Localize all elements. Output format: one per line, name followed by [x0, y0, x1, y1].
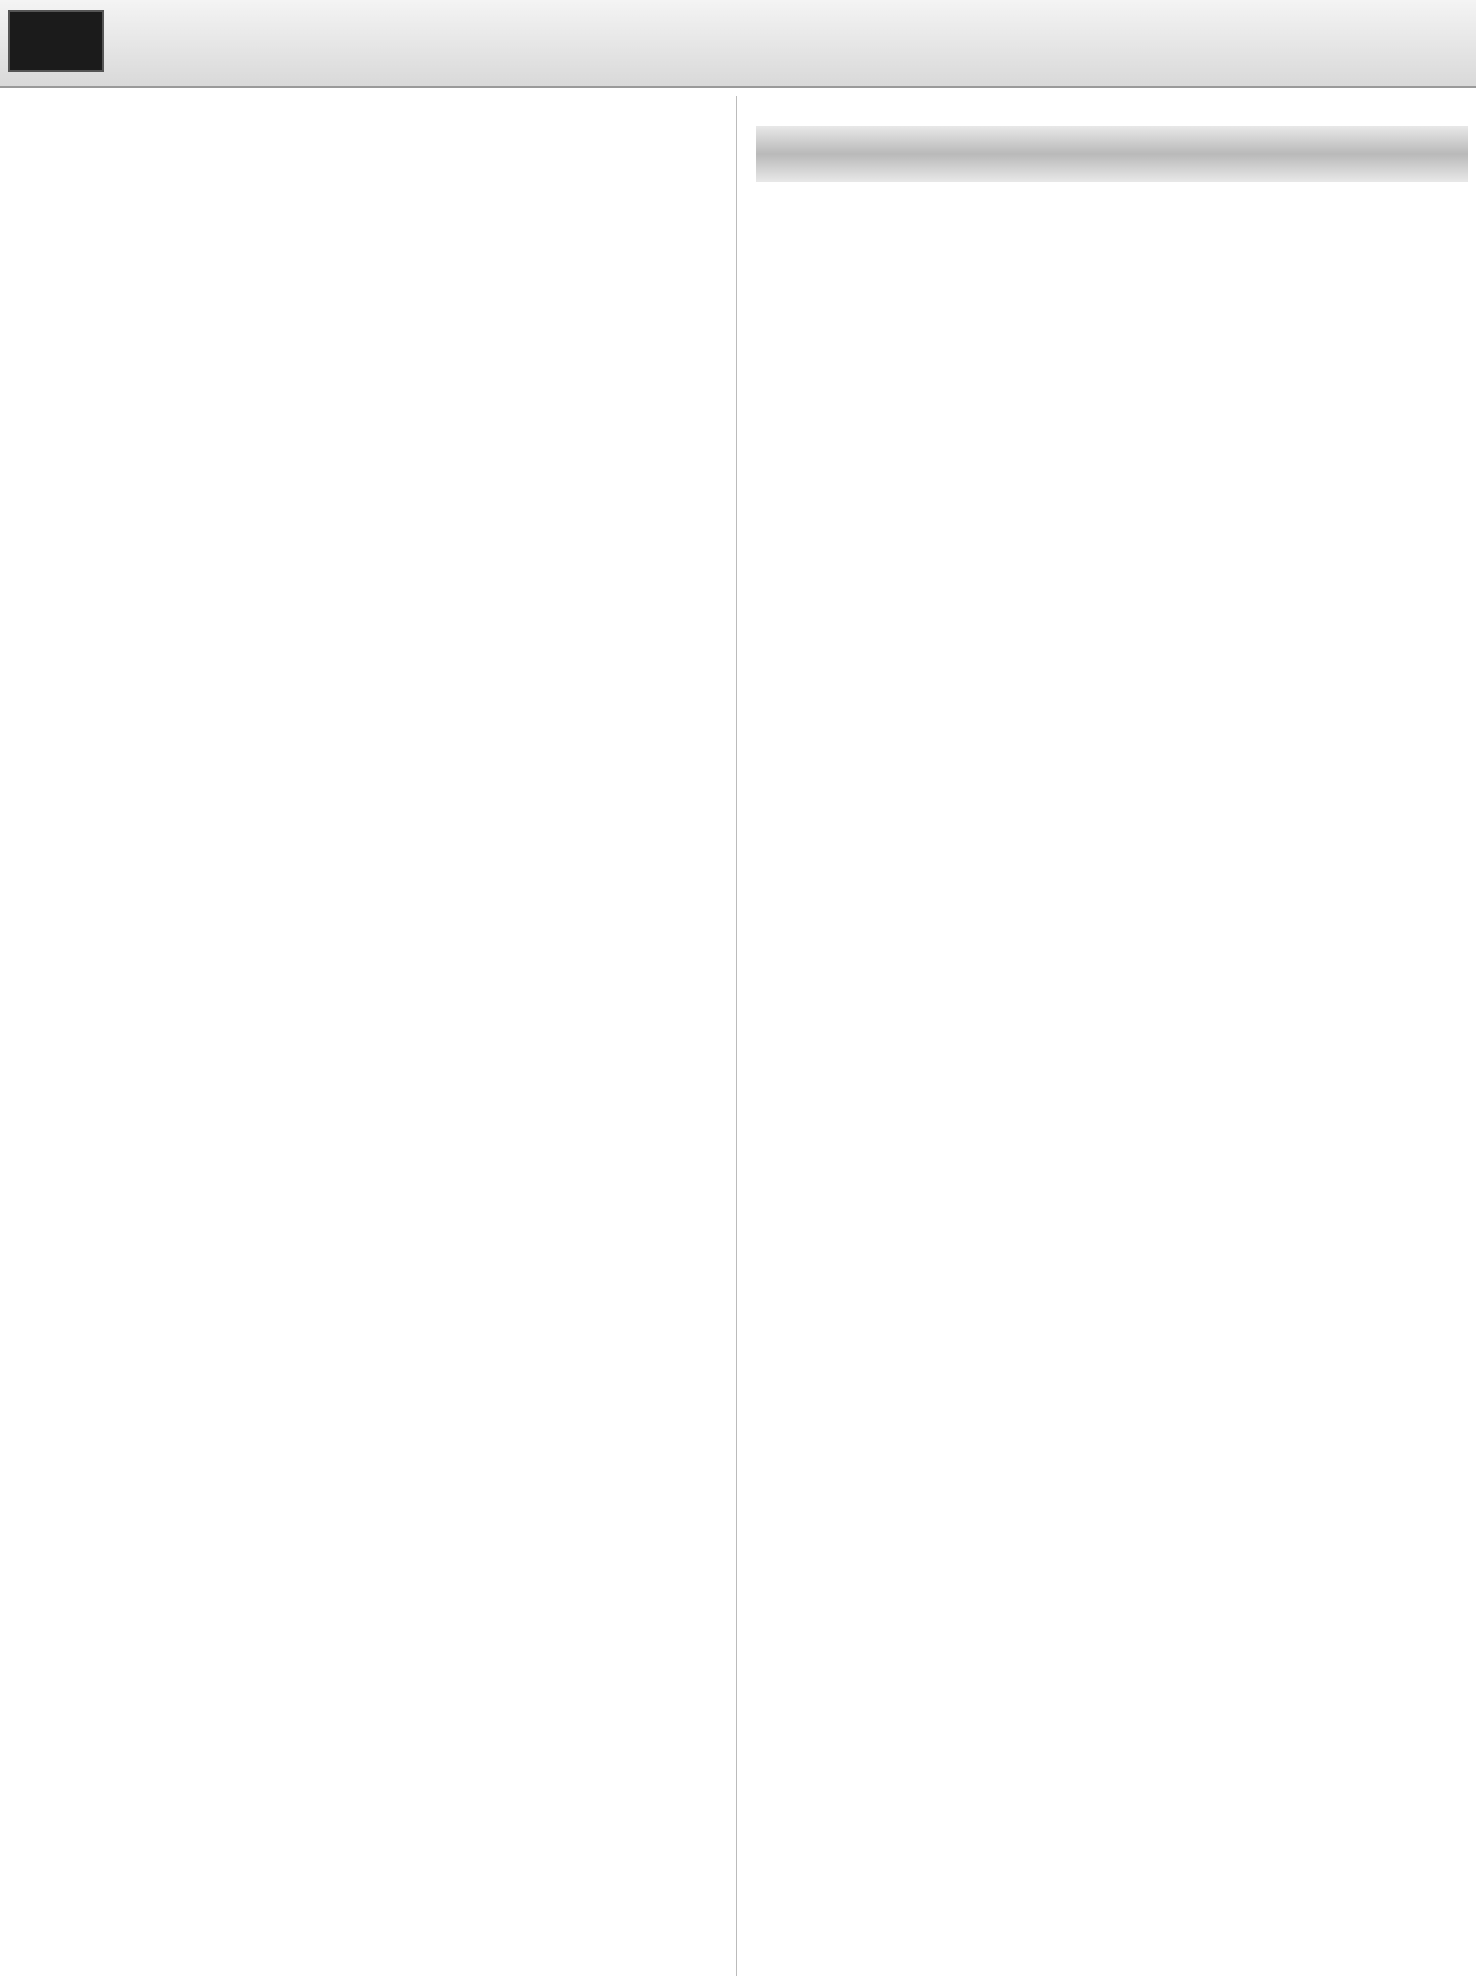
publisher-logo: [8, 10, 104, 72]
section-title: [756, 126, 1468, 182]
column-divider: [736, 96, 737, 1976]
page-header: [0, 0, 1476, 88]
right-column: [760, 96, 1472, 206]
